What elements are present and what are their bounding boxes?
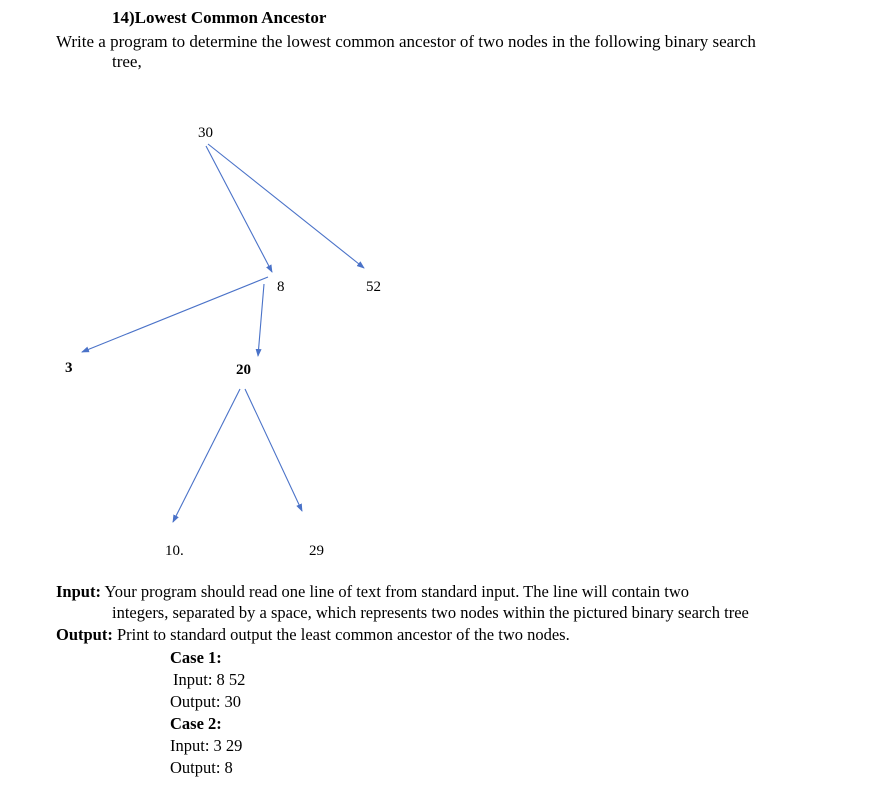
- edge-8-to-3: [82, 277, 268, 352]
- output-spec: [56, 625, 570, 645]
- edge-30-to-52: [208, 144, 364, 268]
- problem-description-line2: tree,: [112, 52, 142, 71]
- output-text: Print to standard output the least common ancestor of the two nodes.: [116, 625, 570, 644]
- node-30: 30: [198, 125, 213, 141]
- problem-title: 14)Lowest Common Ancestor: [112, 8, 327, 27]
- case-1-input: Input: 8 52: [173, 670, 246, 689]
- node-52: 52: [366, 279, 381, 295]
- node-20: 20: [236, 362, 251, 378]
- case-2-output: Output: 8: [170, 758, 233, 777]
- input-spec-line1: [56, 582, 689, 602]
- node-10: 10.: [165, 543, 184, 559]
- case-1-output: Output: 30: [170, 692, 242, 711]
- input-text-line1: Your program should read one line of text from standard input. The line will contain two: [104, 582, 690, 601]
- edge-20-to-10: [173, 389, 240, 522]
- case-1-heading: Case 1:: [170, 648, 222, 667]
- input-text-line2: integers, separated by a space, which represents two nodes within the pictured binary search tree: [112, 603, 749, 622]
- problem-description-line1: Write a program to determine the lowest common ancestor of two nodes in the following binary search: [56, 32, 756, 51]
- case-2-heading: Case 2:: [170, 714, 222, 733]
- node-3: 3: [65, 360, 73, 376]
- output-label: Output:: [56, 625, 113, 644]
- edge-20-to-29: [245, 389, 302, 511]
- node-8: 8: [277, 279, 285, 295]
- case-2-input: Input: 3 29: [170, 736, 243, 755]
- node-29: 29: [309, 543, 324, 559]
- input-label: Input:: [56, 582, 101, 601]
- edge-30-to-8: [206, 146, 272, 272]
- edge-8-to-20: [258, 284, 264, 356]
